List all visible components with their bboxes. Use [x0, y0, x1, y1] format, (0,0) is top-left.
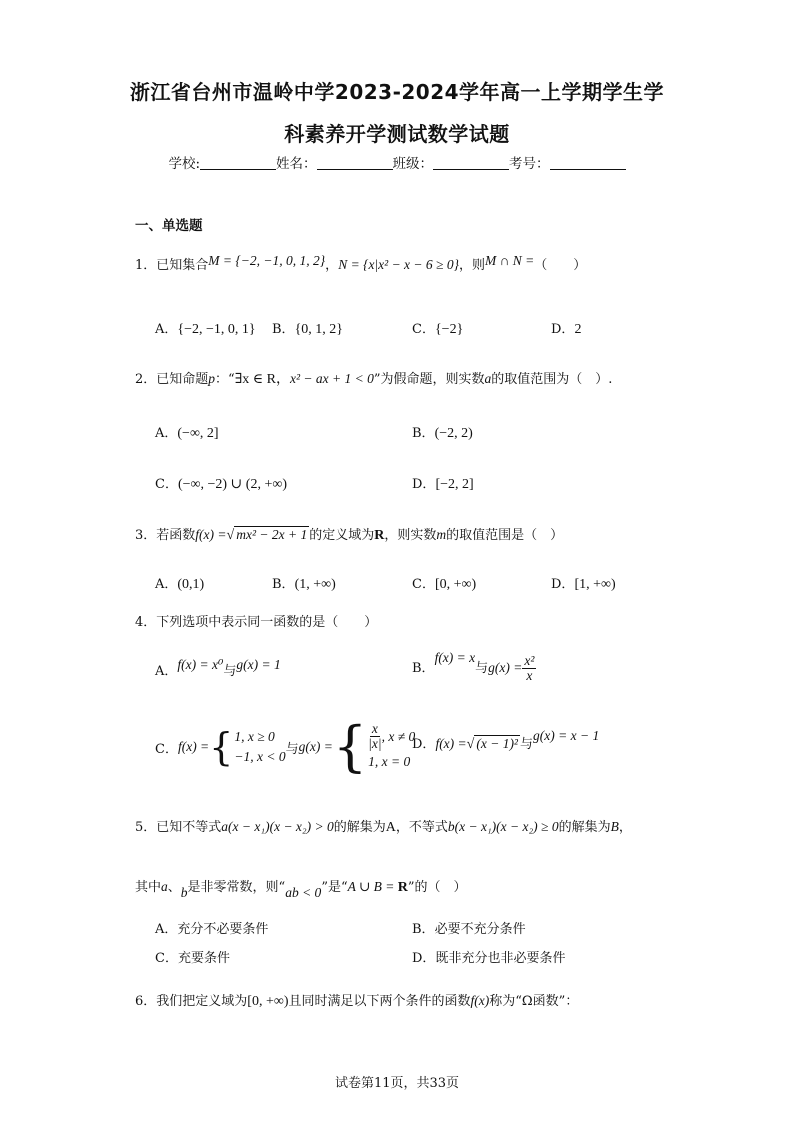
proposition-symbol: p: [208, 371, 216, 386]
question-text: ”为假命题，则实数: [373, 372, 485, 387]
page-title-line-2: 科素养开学测试数学试题: [284, 122, 510, 146]
question-2: [135, 368, 612, 388]
option-value: (−∞, 2]: [177, 426, 219, 441]
option-label: C．: [412, 577, 435, 592]
sqrt-sign: √: [466, 737, 475, 752]
q5-option-c[interactable]: [155, 947, 230, 966]
q4-option-b[interactable]: [412, 650, 536, 683]
domain-expression: [0, +∞): [247, 994, 289, 1009]
question-text: 已知命题: [156, 372, 209, 387]
question-text: 下列选项中表示同一函数的是（ ）: [156, 615, 378, 630]
option-value: [−2, 2]: [435, 477, 474, 492]
punctuation: ：“: [215, 372, 235, 387]
question-text: 的取值范围为（ ）.: [491, 372, 613, 387]
option-label: A．: [155, 922, 178, 937]
exam-number-blank[interactable]: [550, 157, 626, 170]
q3-option-c[interactable]: [412, 573, 476, 593]
school-label: 学校:: [168, 156, 201, 172]
exists-expression: ∃x ∈ R，: [234, 372, 290, 387]
question-6: [135, 990, 578, 1010]
function-expression: f(x): [470, 993, 490, 1008]
question-number: 2．: [135, 372, 157, 387]
question-text: ，则实数: [384, 528, 437, 543]
set-b-symbol: B: [610, 819, 619, 834]
question-number: 3．: [135, 528, 157, 543]
option-label: A．: [155, 664, 178, 679]
piecewise-cases-g: [368, 722, 415, 772]
numerator: x: [371, 721, 378, 737]
variable-a: a: [484, 371, 492, 386]
q3-option-b[interactable]: [272, 573, 336, 593]
punctuation: 、: [167, 880, 181, 895]
question-number: 1．: [135, 258, 157, 273]
left-brace: {: [209, 725, 234, 769]
set-a-symbol: A: [385, 820, 396, 835]
question-number: 4．: [135, 615, 157, 630]
option-value: [1, +∞): [574, 577, 616, 592]
q3-option-a[interactable]: [155, 573, 204, 593]
function-g: g(x) = x − 1: [533, 728, 600, 743]
q2-option-a[interactable]: [155, 422, 219, 442]
sqrt-sign: √: [226, 528, 235, 543]
option-value: [0, +∞): [434, 577, 477, 592]
denominator: |x|: [368, 736, 382, 752]
class-label: 班级：: [392, 156, 434, 172]
page-title-line-1: 浙江省台州市温岭中学2023-2024学年高一上学期学生学: [129, 80, 665, 104]
question-text: 的解集为: [558, 820, 611, 835]
connector-text: 与: [223, 664, 237, 679]
option-label: B．: [272, 322, 295, 337]
option-label: D．: [412, 951, 436, 966]
function-f: f(x) = x⁰: [177, 657, 224, 672]
function-g: g(x) =: [298, 739, 333, 754]
q5-option-a[interactable]: [155, 918, 268, 937]
question-number: 6．: [135, 994, 157, 1009]
function-f: f(x) =: [435, 736, 467, 751]
class-blank[interactable]: [433, 157, 509, 170]
option-label: D．: [412, 477, 436, 492]
question-number: 5．: [135, 820, 157, 835]
q3-option-d[interactable]: [551, 573, 616, 593]
option-value: (1, +∞): [294, 577, 336, 592]
option-label: D．: [551, 577, 575, 592]
option-value: (0,1): [177, 577, 205, 592]
option-value: 充要条件: [177, 951, 230, 966]
question-text: 的取值范围是（ ）: [446, 528, 564, 543]
condition-expression: A ∪ B =: [347, 879, 398, 894]
option-label: A．: [155, 577, 178, 592]
option-label: B．: [412, 922, 435, 937]
denominator: x: [526, 668, 533, 683]
option-value: 2: [574, 322, 582, 337]
q1-option-b[interactable]: [272, 318, 343, 338]
punctuation: ，: [618, 820, 632, 835]
question-1: [135, 253, 586, 273]
page-footer: 试卷第11页，共33页: [334, 1076, 460, 1091]
question-text: ”是“: [321, 880, 348, 895]
option-value: {0, 1, 2}: [294, 322, 344, 337]
option-label: C．: [412, 322, 435, 337]
variable-a: a: [161, 879, 168, 894]
function-f: f(x) =: [177, 739, 210, 754]
option-label: D．: [551, 322, 575, 337]
option-value: (−∞, −2) ∪ (2, +∞): [177, 477, 287, 492]
q4-option-c[interactable]: [155, 715, 416, 778]
piecewise-cases-f: [234, 727, 285, 768]
function-g: g(x) = 1: [236, 657, 281, 672]
question-text: 若函数: [156, 528, 196, 543]
option-value: 既非充分也非必要条件: [435, 951, 566, 966]
q2-option-c[interactable]: [155, 473, 287, 493]
question-5-line-2: [135, 876, 467, 901]
question-text: 的定义域为: [309, 528, 375, 543]
name-label: 姓名：: [276, 156, 317, 172]
option-value: {−2}: [434, 322, 464, 337]
q5-option-b[interactable]: [412, 918, 526, 937]
question-text: 我们把定义域为: [156, 994, 248, 1009]
answer-paren: （ ）: [534, 258, 587, 273]
inequality-expression: a(x − x₁)(x − x₂) > 0: [221, 819, 334, 834]
option-label: B．: [412, 661, 435, 676]
numerator: x²: [524, 652, 535, 668]
q1-option-d[interactable]: [551, 318, 581, 338]
option-value: 必要不充分条件: [434, 922, 526, 937]
connector-text: 与: [285, 741, 299, 757]
question-text: ，不等式: [395, 820, 448, 835]
punctuation: ，: [325, 258, 339, 273]
option-label: C．: [155, 741, 178, 757]
case-line: 1, x = 0: [368, 753, 411, 769]
function-g: g(x) =: [488, 660, 523, 675]
left-brace: {: [332, 715, 368, 778]
set-n-expression: N = {x|x² − x − 6 ≥ 0}: [338, 257, 459, 272]
q4-option-a[interactable]: [155, 657, 281, 679]
question-text: ”的（ ）: [407, 880, 467, 895]
variable-m: m: [436, 527, 447, 542]
question-text: 已知集合: [156, 258, 209, 273]
q5-option-d[interactable]: [412, 947, 565, 966]
option-value: (−2, 2): [434, 426, 473, 441]
q4-option-d[interactable]: [412, 728, 599, 753]
q2-option-b[interactable]: [412, 422, 473, 442]
connector-text: 与: [475, 661, 489, 676]
question-text: 已知不等式: [156, 820, 222, 835]
radicand-expression: (x − 1)²: [476, 736, 518, 751]
option-value: {−2, −1, 0, 1}: [177, 322, 256, 337]
option-value: 充分不必要条件: [177, 922, 269, 937]
q1-option-c[interactable]: [412, 318, 463, 338]
option-label: A．: [155, 426, 178, 441]
radicand-expression: mx² − 2x + 1: [236, 527, 308, 542]
school-blank[interactable]: [200, 157, 276, 170]
section-heading: 一、单选题: [135, 218, 203, 234]
inequality-expression: b(x − x₁)(x − x₂) ≥ 0: [447, 819, 559, 834]
question-4: [135, 611, 377, 630]
intersection-expression: M ∩ N =: [484, 253, 535, 268]
q1-option-a[interactable]: [155, 318, 256, 338]
real-set-symbol: R: [374, 528, 385, 543]
question-text: 且同时满足以下两个条件的函数: [288, 994, 471, 1009]
name-blank[interactable]: [317, 157, 393, 170]
option-label: B．: [272, 577, 295, 592]
question-5: [135, 816, 632, 836]
case-line: 1, x ≥ 0: [234, 728, 275, 744]
fraction: [368, 722, 381, 751]
option-label: D．: [412, 737, 436, 752]
function-f: f(x) = x: [434, 650, 476, 665]
option-label: C．: [155, 951, 178, 966]
case-condition: , x ≠ 0: [381, 728, 416, 744]
case-line: −1, x < 0: [234, 749, 286, 764]
student-info-row: [0, 152, 794, 172]
variable-b: b: [180, 885, 188, 900]
question-text: 是非零常数，则“: [187, 880, 286, 895]
exam-number-label: 考号：: [509, 156, 550, 172]
question-text: 的解集为: [333, 820, 386, 835]
connector-text: 与: [519, 737, 533, 752]
question-text: ，则: [458, 258, 485, 273]
real-set-symbol: R: [397, 880, 408, 895]
condition-expression: ab < 0: [285, 885, 322, 900]
question-text: 称为“Ω函数”：: [489, 994, 579, 1009]
set-m-expression: M = {−2, −1, 0, 1, 2}: [208, 253, 326, 268]
option-label: C．: [155, 477, 178, 492]
option-label: A．: [155, 322, 178, 337]
function-expression: f(x) =: [195, 527, 227, 542]
q2-option-d[interactable]: [412, 473, 474, 493]
inequality-expression: x² − ax + 1 < 0: [290, 371, 374, 386]
question-3: [135, 524, 563, 544]
fraction: [522, 654, 536, 683]
option-label: B．: [412, 426, 435, 441]
question-text: 其中: [135, 880, 162, 895]
